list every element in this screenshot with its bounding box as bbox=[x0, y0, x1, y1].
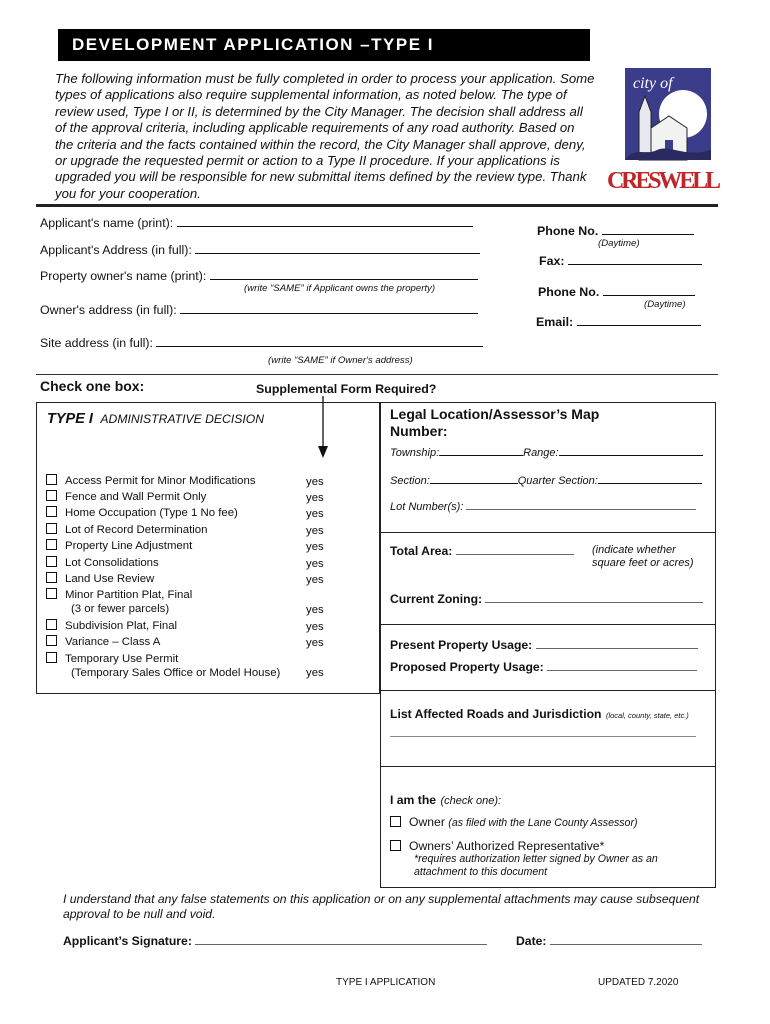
false-statement-text: I understand that any false statements on this application or on any supplemental attachments may cause subsequent approval to be null and void. bbox=[63, 892, 700, 921]
email-field[interactable]: Email: bbox=[536, 313, 701, 329]
list-item[interactable]: Temporary Use Permit bbox=[46, 652, 178, 665]
divider bbox=[36, 204, 718, 207]
list-item[interactable]: Minor Partition Plat, Final bbox=[46, 588, 192, 601]
divider bbox=[380, 532, 716, 533]
proposed-usage-field[interactable]: Proposed Property Usage: bbox=[390, 660, 697, 674]
roads-heading: List Affected Roads and Jurisdiction (local, county, state, etc.) bbox=[390, 707, 689, 721]
owner-address-field[interactable]: Owner's address (in full): bbox=[40, 301, 478, 317]
footer-right: UPDATED 7.2020 bbox=[598, 977, 679, 988]
present-usage-field[interactable]: Present Property Usage: bbox=[390, 638, 698, 652]
list-item[interactable]: Lot Consolidations bbox=[46, 556, 159, 569]
daytime-note-1: (Daytime) bbox=[598, 238, 640, 249]
daytime-note-2: (Daytime) bbox=[644, 299, 686, 310]
list-item-sub: (Temporary Sales Office or Model House) bbox=[71, 667, 281, 679]
area-note: (indicate whether square feet or acres) bbox=[592, 544, 694, 569]
phone-field-2[interactable]: Phone No. bbox=[538, 283, 695, 299]
total-area-field[interactable]: Total Area: bbox=[390, 544, 574, 558]
owner-checkbox[interactable]: Owner (as filed with the Lane County Assessor) bbox=[390, 815, 638, 829]
representative-note: *requires authorization letter signed by Owner as an attachment to this document bbox=[414, 853, 658, 878]
list-item[interactable]: Lot of Record Determination bbox=[46, 523, 207, 536]
supplemental-heading: Supplemental Form Required? bbox=[256, 382, 437, 396]
list-item[interactable]: Subdivision Plat, Final bbox=[46, 619, 177, 632]
site-note: (write “SAME” if Owner's address) bbox=[268, 355, 413, 366]
list-item[interactable]: Variance – Class A bbox=[46, 635, 160, 648]
list-item[interactable]: Land Use Review bbox=[46, 572, 154, 585]
list-item-sub: (3 or fewer parcels) bbox=[71, 603, 170, 615]
page-title: DEVELOPMENT APPLICATION –TYPE I bbox=[58, 29, 590, 61]
lot-number-field[interactable]: Lot Number(s): bbox=[390, 500, 696, 513]
applicant-name-field[interactable]: Applicant's name (print): bbox=[40, 214, 473, 230]
divider bbox=[36, 374, 718, 375]
roads-input-line[interactable] bbox=[390, 736, 696, 737]
list-item[interactable]: Home Occupation (Type 1 No fee) bbox=[46, 506, 238, 519]
check-one-heading: Check one box: bbox=[40, 378, 145, 394]
signature-field[interactable]: Applicant’s Signature: bbox=[63, 934, 487, 948]
list-item[interactable]: Property Line Adjustment bbox=[46, 539, 192, 552]
representative-checkbox[interactable]: Owners’ Authorized Representative* bbox=[390, 839, 604, 853]
legal-location-title: Legal Location/Assessor’s Map Number: bbox=[390, 406, 600, 439]
list-item[interactable]: Access Permit for Minor Modifications bbox=[46, 474, 256, 487]
fax-field[interactable]: Fax: bbox=[539, 252, 702, 268]
logo-name: CRESWELL bbox=[607, 168, 721, 194]
owner-note: (write “SAME” if Applicant owns the property) bbox=[244, 283, 436, 294]
section-field[interactable]: Section: Quarter Section: bbox=[390, 474, 702, 487]
list-item[interactable]: Fence and Wall Permit Only bbox=[46, 490, 206, 503]
date-field[interactable]: Date: bbox=[516, 934, 702, 948]
logo-city-of: city of bbox=[633, 75, 673, 92]
divider bbox=[380, 624, 716, 625]
applicant-address-field[interactable]: Applicant's Address (in full): bbox=[40, 241, 480, 257]
current-zoning-field[interactable]: Current Zoning: bbox=[390, 592, 703, 606]
divider bbox=[380, 766, 716, 767]
phone-field-1[interactable]: Phone No. bbox=[537, 222, 694, 238]
type-i-label: TYPE I ADMINISTRATIVE DECISION bbox=[47, 411, 265, 427]
owner-name-field[interactable]: Property owner's name (print): bbox=[40, 267, 478, 283]
divider bbox=[380, 690, 716, 691]
site-address-field[interactable]: Site address (in full): bbox=[40, 334, 483, 350]
township-range-field[interactable]: Township: Range: bbox=[390, 446, 703, 459]
intro-text: The following information must be fully completed in order to process your application. Some types of applications also require supplemental information, as noted below. The type of review used, Type I or II, is determined by the City Manager. The decision shall address all of the approval criteria, including applicable requirements of any road authority. Based on the criteria and the facts contained within the record, the City Manager shall approve, deny, or upgrade the requested permit or action to a Type II procedure. If your applications is upgraded you will be responsible for new submittal items defined by the review type. Thank you for your cooperation. bbox=[55, 71, 595, 201]
i-am-heading: I am the (check one): bbox=[390, 793, 502, 807]
footer-left: TYPE I APPLICATION bbox=[336, 977, 436, 988]
creswell-logo bbox=[605, 66, 723, 196]
